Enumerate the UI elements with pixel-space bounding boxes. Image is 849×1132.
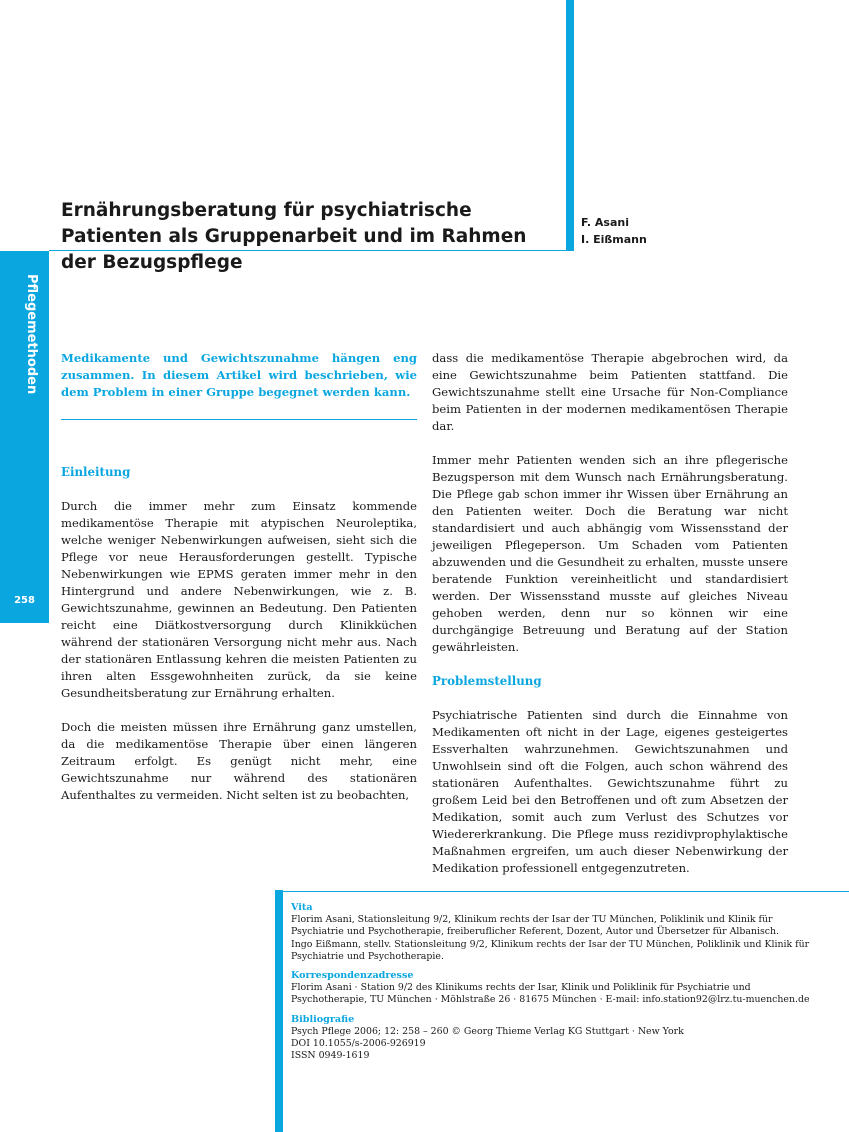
right-column xyxy=(432,350,788,894)
section-label: Pflegemethoden xyxy=(24,274,39,395)
vita-heading: Vita xyxy=(291,902,313,913)
correspondence-line: Florim Asani · Station 9/2 des Klinikums rechts der Isar, Klinik und Poliklinik für Psychiatrie und xyxy=(291,982,751,994)
top-accent-bar xyxy=(566,0,574,251)
info-box-rule xyxy=(283,891,849,892)
correspondence-heading: Korrespondenzadresse xyxy=(291,970,414,982)
author-name: I. Eißmann xyxy=(581,233,647,246)
body-paragraph: Doch die meisten müssen ihre Ernährung ganz umstellen, da die medikamentöse Therapie über einen längeren Zeitraum erfolgt. Es genügt nicht mehr, eine Gewichtszunahme nur während des stationären Aufenthaltes zu vermeiden. Nicht selten ist zu beobachten, xyxy=(61,720,417,802)
article-title: Ernährungsberatung für psychiatrische Patienten als Gruppenarbeit und im Rahmen der Bezugspflege xyxy=(61,200,527,273)
author-list xyxy=(581,214,647,248)
vita-block xyxy=(291,902,811,963)
vita-line: Florim Asani, Stationsleitung 9/2, Klinikum rechts der Isar der TU München, Poliklinik und Klinik für xyxy=(291,914,773,926)
left-column xyxy=(61,350,417,821)
bibliography-block xyxy=(291,1014,811,1063)
author-name: F. Asani xyxy=(581,216,629,229)
body-paragraph-continued: dass die medikamentöse Therapie abgebrochen wird, da eine Gewichtszunahme beim Patienten stattfand. Die Gewichtszunahme stellt eine Ursache für Non-Compliance beim Patienten in der modernen medikamentösen Therapie dar. xyxy=(432,351,788,433)
lead-paragraph: Medikamente und Gewichtszunahme hängen eng zusammen. In diesem Artikel wird beschrieben, wie dem Problem in einer Gruppe begegnet werden kann. xyxy=(61,351,417,399)
info-box-accent-bar xyxy=(275,890,283,1132)
lead-divider xyxy=(61,419,417,420)
section-heading-problemstellung: Problemstellung xyxy=(432,674,542,688)
bibliography-line: ISSN 0949-1619 xyxy=(291,1050,370,1062)
page-number: 258 xyxy=(14,595,35,606)
vita-line: Psychiatrie und Psychotherapie. xyxy=(291,950,444,962)
info-box xyxy=(291,902,811,1069)
bibliography-heading: Bibliografie xyxy=(291,1013,355,1025)
vita-line: Ingo Eißmann, stellv. Stationsleitung 9/2, Klinikum rechts der Isar der TU München, Poliklinik und Klinik für xyxy=(291,938,810,950)
body-paragraph: Durch die immer mehr zum Einsatz kommende medikamentöse Therapie mit atypischen Neuroleptika, welche weniger Nebenwirkungen aufweisen, sieht sich die Pflege vor neue Herausforderungen gestellt. Typische Nebenwirkungen wie EPMS geraten immer mehr in den Hintergrund und andere Nebenwirkungen, wie z. B. Gewichtszunahme, gewinnen an Bedeutung. Den Patienten reicht eine Diätkostversorgung durch Klinikküchen während der stationären Versorgung nicht mehr aus. Nach der stationären Entlassung kehren die meisten Patienten zu ihren alten Essgewohnheiten zurück, da sie keine Gesundheitsberatung zur Ernährung erhalten. xyxy=(61,499,417,700)
section-heading-einleitung: Einleitung xyxy=(61,465,131,479)
bibliography-line: Psych Pflege 2006; 12: 258 – 260 © Georg Thieme Verlag KG Stuttgart · New York xyxy=(291,1025,684,1037)
correspondence-line: Psychotherapie, TU München · Möhlstraße 26 · 81675 München · E-mail: info.station92@lrz.tu-muenchen.de xyxy=(291,994,810,1006)
body-paragraph: Psychiatrische Patienten sind durch die Einnahme von Medikamenten oft nicht in der Lage, eigenes gesteigertes Essverhalten wahrzunehmen. Gewichtszunahmen und Unwohlsein sind oft die Folgen, auch schon während des stationären Aufenthaltes. Gewichtszunahme führt zu großem Leid bei den Betroffenen und oft zum Absetzen der Medikation, somit auch zum Verlust des Schutzes vor Wiedererkrankung. Die Pflege muss rezidivprophylaktische Maßnahmen ergreifen, um auch dieser Nebenwirkung der Medikation professionell entgegenzutreten. xyxy=(432,708,788,875)
correspondence-block xyxy=(291,970,811,1007)
bibliography-line: DOI 10.1055/s-2006-926919 xyxy=(291,1038,426,1050)
vita-line: Psychiatrie und Psychotherapie, freiberuflicher Referent, Dozent, Autor und Übersetzer für Albanisch. xyxy=(291,926,780,938)
body-paragraph: Immer mehr Patienten wenden sich an ihre pflegerische Bezugsperson mit dem Wunsch nach Ernährungsberatung. Die Pflege gab schon immer ihr Wissen über Ernährung an den Patienten weiter. Doch die Beratung war nicht standardisiert und auch abhängig vom Wissensstand der jeweiligen Pflegeperson. Um Schaden vom Patienten abzuwenden und die Gesundheit zu erhalten, musste unsere beratende Funktion vereinheitlicht und standardisiert werden. Der Wissensstand musste auf gleiches Niveau gehoben werden, denn nur so können wir eine durchgängige Betreuung und Beratung auf der Station gewährleisten. xyxy=(432,453,788,654)
